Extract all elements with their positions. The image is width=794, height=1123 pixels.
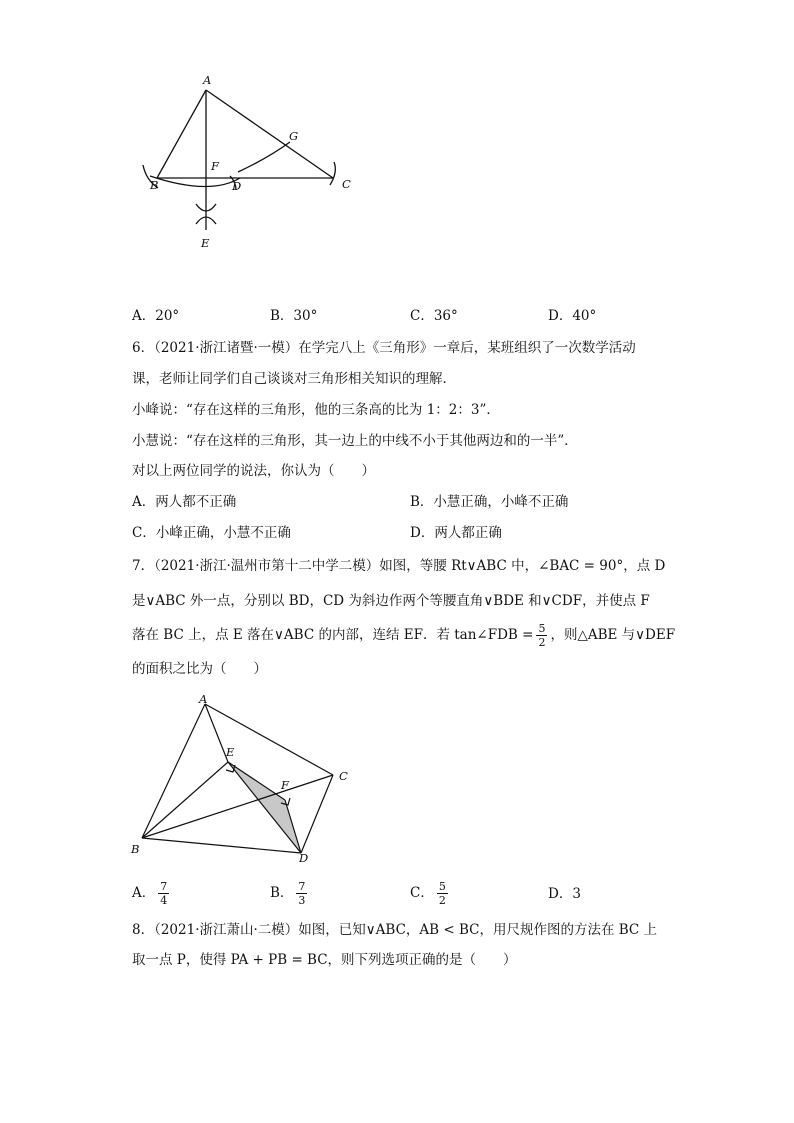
fig1-label-C: C — [342, 177, 351, 191]
fig1-label-D: D — [232, 179, 242, 193]
fig1-label-F: F — [211, 159, 219, 173]
q6-line-4: 小慧说：“存在这样的三角形，其一边上的中线不小于其他两边和的一半”． — [132, 433, 578, 449]
q7-option-a-label: A． — [132, 885, 156, 901]
q7-option-d: D．3 — [548, 886, 581, 902]
fig1-label-G: G — [289, 129, 299, 143]
q7-line-3-after: ，则△ABE 与∨DEF — [550, 627, 676, 643]
q8-line-1: 8．（2021·浙江萧山·二模）如图，已知∨ABC，AB < BC，用尺规作图的方法在 BC 上 — [132, 922, 658, 938]
q7-option-b-label: B． — [270, 885, 294, 901]
q5-option-b: B．30° — [270, 308, 318, 324]
q6-option-a: A．两人都不正确 — [132, 494, 237, 510]
q6-line-2: 课，老师让同学们自己谈谈对三角形相关知识的理解． — [132, 371, 456, 387]
q7-line-3 — [132, 618, 675, 652]
q7-line-3-before: 落在 BC 上，点 E 落在∨ABC 的内部，连结 EF．若 tan∠FDB = — [132, 627, 534, 643]
q7-line-4: 的面积之比为（ ） — [132, 661, 267, 677]
q8-line-2: 取一点 P，使得 PA + PB = BC，则下列选项正确的是（ ） — [132, 952, 517, 968]
q6-option-d: D．两人都正确 — [410, 525, 502, 541]
q7-option-b-numerator: 7 — [298, 880, 306, 893]
q7-option-c-label: C． — [410, 885, 434, 901]
q7-option-a-numerator: 7 — [160, 880, 168, 893]
fig2-label-F: F — [281, 778, 289, 792]
fig1-label-B: B — [150, 178, 159, 192]
q7-option-c-denominator: 2 — [438, 894, 446, 907]
figure-2-triangles — [125, 690, 365, 870]
q7-tan-numerator: 5 — [538, 622, 546, 635]
q7-line-1: 7．（2021·浙江·温州市第十二中学二模）如图，等腰 Rt∨ABC 中，∠BAC = 90°，点 D — [132, 558, 666, 574]
q6-line-1: 6．（2021·浙江诸暨·一模）在学完八上《三角形》一章后，某班组织了一次数学活动 — [132, 340, 636, 356]
q5-option-d: D．40° — [548, 308, 597, 324]
q7-line-2: 是∨ABC 外一点，分别以 BD，CD 为斜边作两个等腰直角∨BDE 和∨CDF，并使点 F — [132, 593, 650, 609]
q7-option-c-numerator: 5 — [438, 880, 446, 893]
q7-tan-denominator: 2 — [538, 636, 546, 649]
q7-option-b-denominator: 3 — [298, 894, 306, 907]
q7-option-b-fraction — [296, 880, 307, 907]
fig2-label-C: C — [339, 769, 348, 783]
q6-line-3: 小峰说：“存在这样的三角形，他的三条高的比为 1：2：3”． — [132, 402, 500, 418]
q7-option-b — [270, 876, 310, 910]
figure-1-construction — [130, 65, 370, 255]
q7-option-a-fraction — [158, 880, 169, 907]
fig2-label-A: A — [199, 692, 208, 706]
fig2-label-B: B — [131, 842, 140, 856]
fig1-label-E: E — [201, 236, 210, 250]
q7-option-c — [410, 876, 451, 910]
q5-option-c: C．36° — [410, 308, 458, 324]
q5-option-a: A．20° — [132, 308, 180, 324]
q6-option-b: B．小慧正确，小峰不正确 — [410, 494, 569, 510]
q6-line-5: 对以上两位同学的说法，你认为（ ） — [132, 463, 375, 479]
fig2-label-E: E — [226, 745, 235, 759]
q7-tan-fraction — [536, 622, 547, 649]
fig2-label-D: D — [299, 851, 309, 865]
fig1-label-A: A — [203, 73, 212, 87]
q7-option-c-fraction — [437, 880, 448, 907]
q6-option-c: C．小峰正确，小慧不正确 — [132, 525, 291, 541]
q7-option-a-denominator: 4 — [160, 894, 168, 907]
q7-option-a — [132, 876, 172, 910]
